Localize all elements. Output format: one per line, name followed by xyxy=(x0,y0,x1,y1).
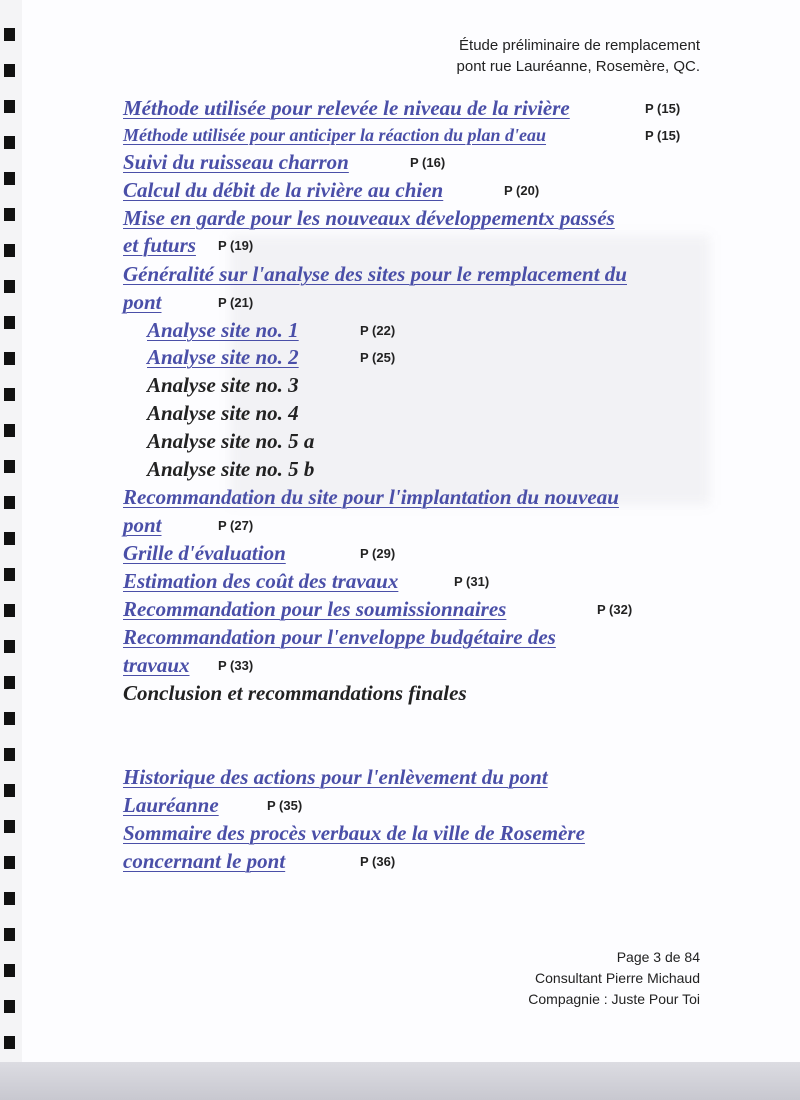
toc-entry-continuation[interactable] xyxy=(123,233,254,258)
toc-entry-title[interactable]: Recommandation pour l'enveloppe budgétaire des xyxy=(123,625,556,649)
toc-entry-title[interactable]: Calcul du débit de la rivière au chien xyxy=(123,178,444,202)
toc-entry[interactable] xyxy=(123,625,556,650)
toc-entry-continuation[interactable] xyxy=(123,513,254,538)
toc-entry-page: P (29) xyxy=(360,546,396,561)
toc-entry-title[interactable]: concernant le pont xyxy=(123,849,286,873)
toc-entry-title[interactable]: Suivi du ruisseau charron xyxy=(123,150,349,174)
toc-entry-title[interactable]: Estimation des coût des travaux xyxy=(123,569,399,593)
toc-entry-title[interactable]: pont xyxy=(123,513,162,537)
toc-entry-page: P (21) xyxy=(218,295,254,310)
toc-subentry xyxy=(147,457,314,482)
toc-entry xyxy=(123,681,467,706)
toc-entry-title[interactable]: et futurs xyxy=(123,233,196,257)
toc-subentry[interactable] xyxy=(147,345,396,370)
toc-entry[interactable] xyxy=(123,485,619,510)
toc-subentry[interactable] xyxy=(147,318,396,343)
toc-entry-title[interactable]: Grille d'évaluation xyxy=(123,541,286,565)
toc-entry-continuation[interactable] xyxy=(123,849,396,874)
header-title: Étude préliminaire de remplacement xyxy=(459,37,700,54)
toc-entry[interactable] xyxy=(123,569,490,594)
toc-entry[interactable] xyxy=(123,541,396,566)
toc-entry-title[interactable]: Méthode utilisée pour anticiper la réaction du plan d'eau xyxy=(123,125,547,145)
toc-entry-continuation[interactable] xyxy=(123,793,303,818)
toc-entry-page: P (33) xyxy=(218,658,254,673)
toc-entry-title[interactable]: Sommaire des procès verbaux de la ville de Rosemère xyxy=(123,821,585,845)
toc-entry-title[interactable]: Recommandation pour les soumissionnaires xyxy=(123,597,507,621)
toc-entry-title: Analyse site no. 4 xyxy=(147,401,299,425)
toc-entry-title[interactable]: Méthode utilisée pour relevée le niveau de la rivière xyxy=(123,96,570,120)
toc-entry-title: Conclusion et recommandations finales xyxy=(123,681,467,705)
toc-entry-title[interactable]: Analyse site no. 1 xyxy=(147,318,299,342)
toc-entry[interactable] xyxy=(123,206,615,231)
toc-entry-page: P (25) xyxy=(360,350,396,365)
document-footer xyxy=(528,947,700,1010)
company-name: Compagnie : Juste Pour Toi xyxy=(528,991,700,1007)
toc-entry-continuation[interactable] xyxy=(123,653,254,678)
toc-entry[interactable] xyxy=(123,96,681,121)
toc-entry[interactable] xyxy=(123,262,627,287)
toc-entry-title[interactable]: pont xyxy=(123,290,162,314)
toc-entry-page: P (32) xyxy=(597,602,633,617)
toc-subentry xyxy=(147,429,314,454)
toc-entry-title[interactable]: Lauréanne xyxy=(123,793,219,817)
toc-entry[interactable] xyxy=(123,821,585,846)
toc-entry-title: Analyse site no. 5 a xyxy=(147,429,315,453)
toc-entry-title[interactable]: Recommandation du site pour l'implantation du nouveau xyxy=(123,485,619,509)
toc-entry-title[interactable]: travaux xyxy=(123,653,190,677)
toc-entry-title: Analyse site no. 5 b xyxy=(147,457,315,481)
toc-entry-page: P (20) xyxy=(504,183,540,198)
toc-entry[interactable] xyxy=(123,125,681,146)
toc-entry-page: P (35) xyxy=(267,798,303,813)
toc-entry-continuation[interactable] xyxy=(123,290,254,315)
toc-entry-title[interactable]: Mise en garde pour les nouveaux développementx passés xyxy=(123,206,615,230)
toc-subentry xyxy=(147,373,299,398)
toc-entry-page: P (15) xyxy=(645,128,681,143)
toc-entry-title: Analyse site no. 3 xyxy=(147,373,299,397)
toc-entry-page: P (19) xyxy=(218,238,254,253)
toc-subentry xyxy=(147,401,299,426)
toc-entry[interactable] xyxy=(123,597,633,622)
toc-entry[interactable] xyxy=(123,178,540,203)
toc-entry-title[interactable]: Historique des actions pour l'enlèvement du pont xyxy=(123,765,548,789)
toc-entry-title[interactable]: Analyse site no. 2 xyxy=(147,345,299,369)
toc-entry[interactable] xyxy=(123,765,548,790)
header-subtitle: pont rue Lauréanne, Rosemère, QC. xyxy=(456,58,700,75)
toc-entry-page: P (22) xyxy=(360,323,396,338)
toc-entry-page: P (31) xyxy=(454,574,490,589)
toc-entry-page: P (16) xyxy=(410,155,446,170)
toc-entry-page: P (27) xyxy=(218,518,254,533)
toc-entry-title[interactable]: Généralité sur l'analyse des sites pour le remplacement du xyxy=(123,262,627,286)
page-edge xyxy=(0,1062,800,1100)
toc-entry[interactable] xyxy=(123,150,446,175)
consultant-name: Consultant Pierre Michaud xyxy=(535,970,700,986)
toc-entry-page: P (15) xyxy=(645,101,681,116)
page-number: Page 3 de 84 xyxy=(616,949,700,965)
toc-entry-page: P (36) xyxy=(360,854,396,869)
